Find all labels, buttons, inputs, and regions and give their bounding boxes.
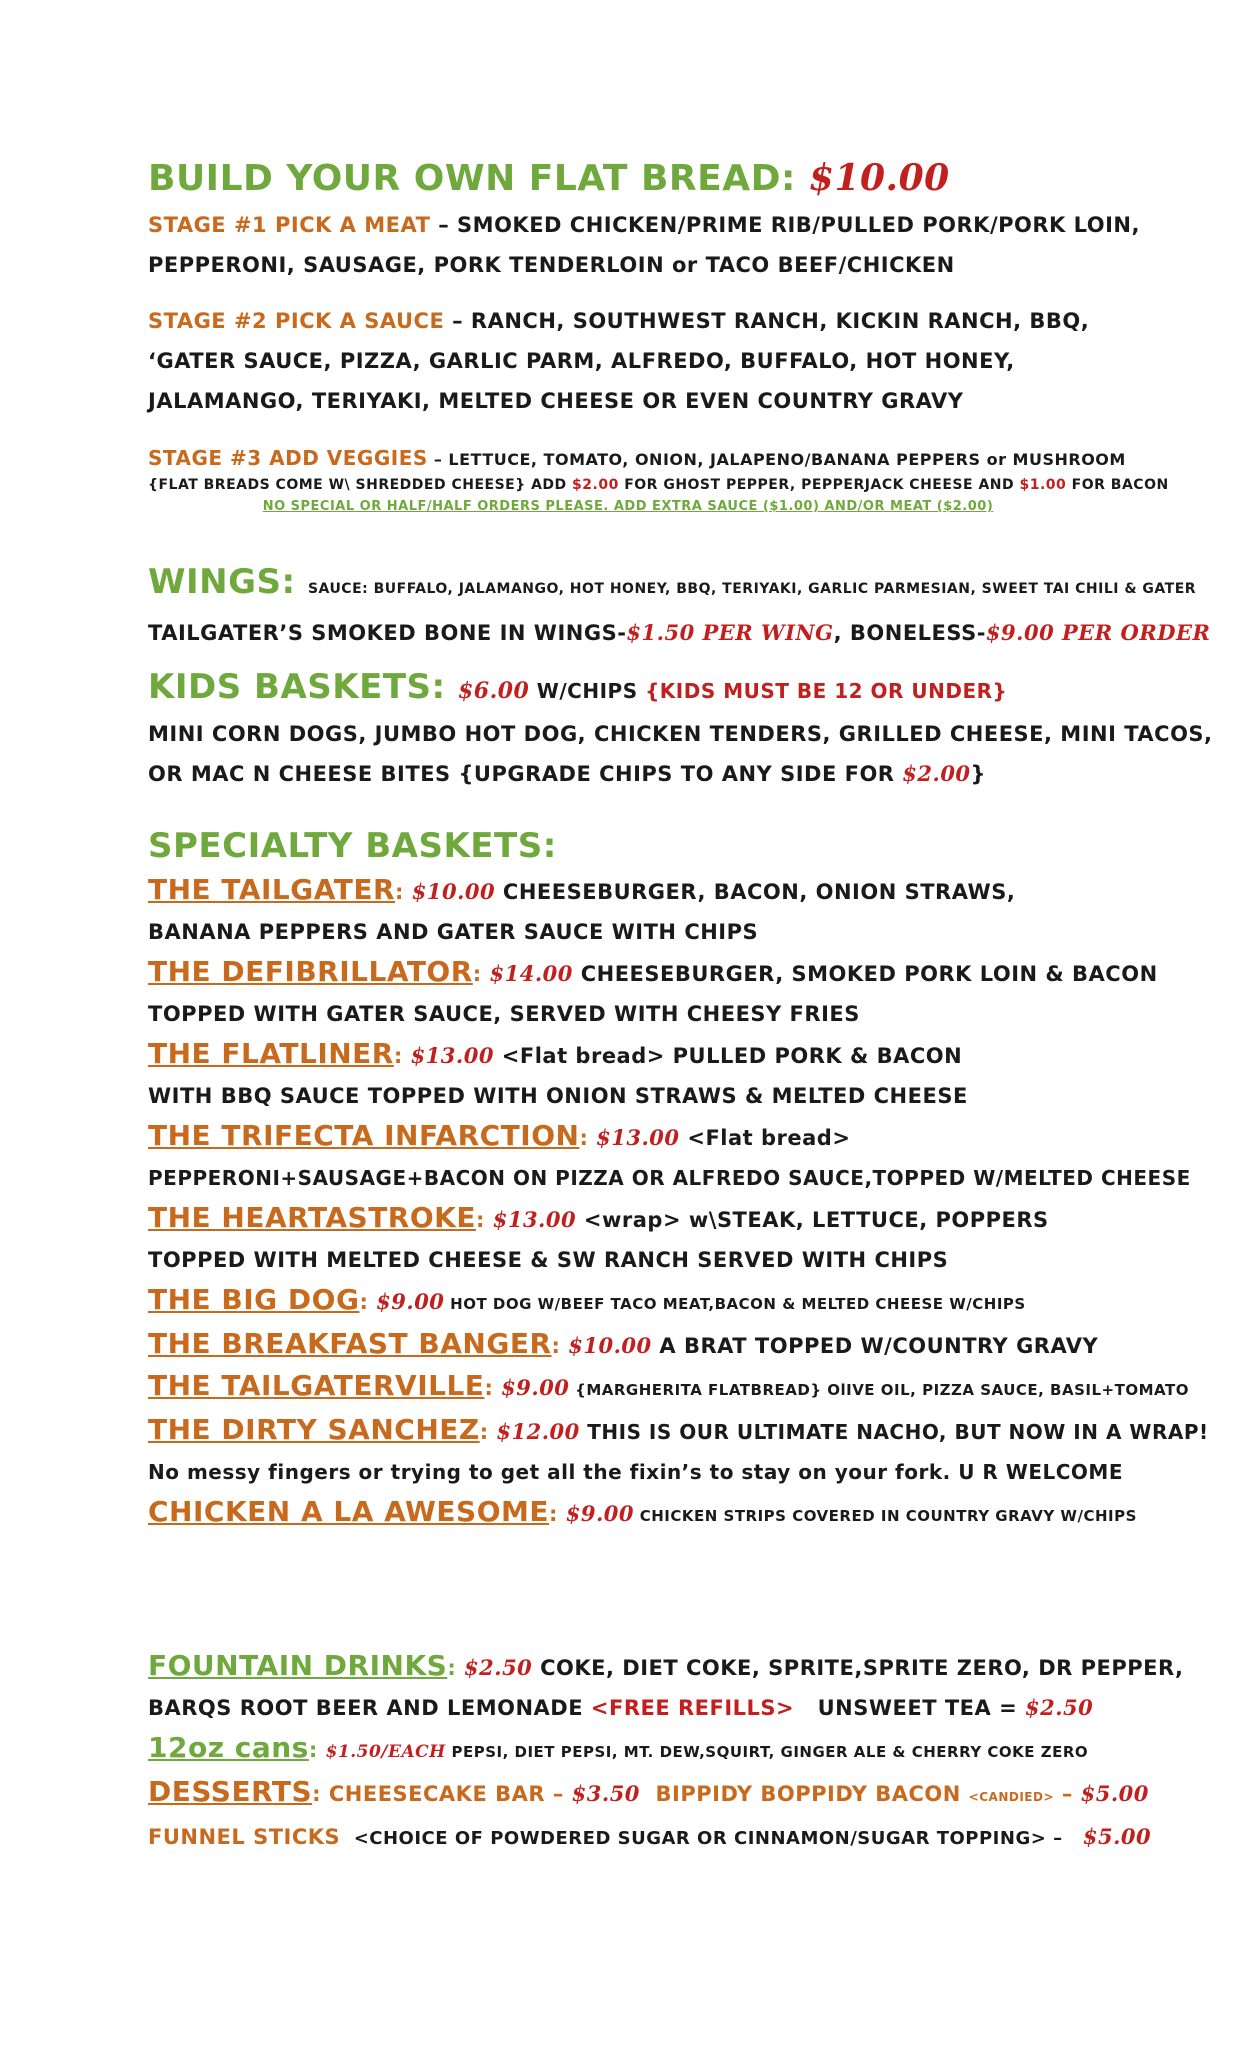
- tailgaterville-name: THE TAILGATERVILLE: [148, 1369, 485, 1402]
- cheesecake-price: $3.50: [571, 1781, 640, 1806]
- kids-section: [148, 664, 1213, 794]
- tea-price: $2.50: [1024, 1695, 1094, 1720]
- dirty-price: $12.00: [496, 1419, 580, 1444]
- funnel-desc: <CHOICE OF POWDERED SUGAR OR CINNAMON/SUGAR TOPPING> –: [340, 1828, 1083, 1849]
- drinks-section: [148, 1646, 1184, 1859]
- kids-title: KIDS BASKETS:: [148, 667, 446, 707]
- desserts-line: DESSERTS: CHEESECAKE BAR – $3.50 BIPPIDY BOPPIDY BACON <CANDIED> – $5.00: [148, 1775, 1149, 1808]
- wings-sauces: SAUCE: BUFFALO, JALAMANGO, HOT HONEY, BBQ, TERIYAKI, GARLIC PARMESIAN, SWEET TAI CHILI & GATER: [307, 581, 1197, 597]
- note-a: {FLAT BREADS COME W\ SHREDDED CHEESE} ADD: [148, 477, 573, 493]
- desserts-title: DESSERTS: [148, 1775, 313, 1808]
- defib-price: $14.00: [489, 961, 573, 986]
- defib-desc2: TOPPED WITH GATER SAUCE, SERVED WITH CHEESY FRIES: [148, 1002, 860, 1026]
- flatliner-name: THE FLATLINER: [148, 1037, 394, 1070]
- bacon-text: BIPPIDY BOPPIDY BACON: [639, 1782, 969, 1806]
- flatbread-heading: [148, 152, 1108, 205]
- heart-desc2: TOPPED WITH MELTED CHEESE & SW RANCH SERVED WITH CHIPS: [148, 1248, 949, 1272]
- wings-section: [148, 558, 1211, 653]
- tailgater-desc2: BANANA PEPPERS AND GATER SAUCE WITH CHIPS: [148, 920, 759, 944]
- item-bigdog: THE BIG DOG: $9.00 HOT DOG W/BEEF TACO MEAT,BACON & MELTED CHEESE W/CHIPS: [148, 1283, 1026, 1316]
- stage2-line3: JALAMANGO, TERIYAKI, MELTED CHEESE OR EVEN COUNTRY GRAVY: [148, 389, 964, 413]
- bacon-note: <CANDIED>: [968, 1790, 1055, 1804]
- flatbread-section: [148, 152, 1140, 421]
- flatliner-price: $13.00: [410, 1043, 494, 1068]
- bigdog-price: $9.00: [376, 1289, 445, 1314]
- stage3-label: STAGE #3 ADD VEGGIES: [148, 446, 428, 470]
- tailgaterville-price: $9.00: [501, 1375, 570, 1400]
- cans-text: PEPSI, DIET PEPSI, MT. DEW,SQUIRT, GINGER ALE & CHERRY COKE ZERO: [445, 1743, 1089, 1761]
- stage2-label: STAGE #2 PICK A SAUCE: [148, 309, 445, 333]
- trifecta-price: $13.00: [596, 1125, 680, 1150]
- kids-price: $6.00: [457, 678, 530, 704]
- defib-name: THE DEFIBRILLATOR: [148, 955, 473, 988]
- fountain-price: $2.50: [464, 1655, 533, 1680]
- item-heart: THE HEARTASTROKE: $13.00 <wrap> w\STEAK, LETTUCE, POPPERS: [148, 1201, 1049, 1234]
- stage2-text: – RANCH, SOUTHWEST RANCH, KICKIN RANCH, BBQ,: [444, 309, 1090, 333]
- stage3-line1: [148, 444, 1126, 474]
- tailgater-price: $10.00: [411, 879, 496, 904]
- fountain-line1: FOUNTAIN DRINKS: $2.50 COKE, DIET COKE, SPRITE,SPRITE ZERO, DR PEPPER,: [148, 1649, 1184, 1682]
- stage3-section: [148, 444, 1169, 518]
- fountain-refills: <FREE REFILLS>: [590, 1696, 795, 1720]
- trifecta-name: THE TRIFECTA INFARCTION: [148, 1119, 580, 1152]
- kids-note: {KIDS MUST BE 12 OR UNDER}: [645, 679, 1008, 703]
- chicken-price: $9.00: [565, 1501, 634, 1526]
- chicken-desc1: CHICKEN STRIPS COVERED IN COUNTRY GRAVY W/CHIPS: [634, 1507, 1137, 1525]
- item-flatliner: THE FLATLINER: $13.00 <Flat bread> PULLED PORK & BACON: [148, 1037, 963, 1070]
- item-trifecta: THE TRIFECTA INFARCTION: $13.00 <Flat bread>: [148, 1119, 851, 1152]
- bacon-dash: –: [1054, 1782, 1081, 1806]
- wings-price1: $1.50 PER WING: [626, 620, 834, 645]
- cans-title: 12oz cans: [148, 1731, 309, 1764]
- note-b: FOR GHOST PEPPER, PEPPERJACK CHEESE AND: [618, 477, 1020, 493]
- fountain-tea: UNSWEET TEA =: [794, 1696, 1025, 1720]
- tailgaterville-desc1: {MARGHERITA FLATBREAD} OlIVE OIL, PIZZA SAUCE, BASIL+TOMATO: [569, 1381, 1189, 1399]
- kids-line2-a: OR MAC N CHEESE BITES {UPGRADE CHIPS TO ANY SIDE FOR: [148, 762, 903, 786]
- flatbread-price: $10.00: [808, 157, 950, 199]
- kids-line2-price: $2.00: [902, 761, 971, 786]
- fountain-text2: BARQS ROOT BEER AND LEMONADE: [148, 1696, 591, 1720]
- flatbread-note-green: NO SPECIAL OR HALF/HALF ORDERS PLEASE. ADD EXTRA SAUCE ($1.00) AND/OR MEAT ($2.00): [262, 499, 994, 514]
- specialty-title: SPECIALTY BASKETS:: [148, 826, 557, 866]
- fountain-line2: [148, 1688, 1108, 1728]
- bigdog-desc1: HOT DOG W/BEEF TACO MEAT,BACON & MELTED CHEESE W/CHIPS: [444, 1295, 1026, 1313]
- item-breakfast: THE BREAKFAST BANGER: $10.00 A BRAT TOPPED W/COUNTRY GRAVY: [148, 1327, 1099, 1360]
- flatliner-desc1: <Flat bread> PULLED PORK & BACON: [493, 1044, 963, 1068]
- heart-name: THE HEARTASTROKE: [148, 1201, 476, 1234]
- stage2-line1: [148, 301, 1108, 341]
- trifecta-desc1: <Flat bread>: [679, 1126, 851, 1150]
- specialty-section: [148, 822, 1209, 1536]
- funnel-title: FUNNEL STICKS: [148, 1825, 341, 1849]
- funnel-price: $5.00: [1082, 1824, 1152, 1849]
- wings-heading: [148, 558, 1197, 613]
- dirty-name: THE DIRTY SANCHEZ: [148, 1413, 480, 1446]
- flatliner-desc2: WITH BBQ SAUCE TOPPED WITH ONION STRAWS & MELTED CHEESE: [148, 1084, 968, 1108]
- breakfast-desc1: A BRAT TOPPED W/COUNTRY GRAVY: [651, 1334, 1099, 1358]
- heart-desc1: <wrap> w\STEAK, LETTUCE, POPPERS: [576, 1208, 1049, 1232]
- kids-line2-b: }: [970, 762, 986, 786]
- heart-price: $13.00: [492, 1207, 577, 1232]
- flatbread-title: BUILD YOUR OWN FLAT BREAD:: [148, 158, 796, 199]
- wings-line: [148, 613, 1211, 653]
- breakfast-price: $10.00: [568, 1333, 652, 1358]
- dirty-desc2: No messy fingers or trying to get all the fixin’s to stay on your fork. U R WELCOME: [148, 1460, 1123, 1484]
- cans-line: 12oz cans: $1.50/EACH PEPSI, DIET PEPSI, MT. DEW,SQUIRT, GINGER ALE & CHERRY COKE ZERO: [148, 1731, 1089, 1764]
- funnel-line: [148, 1817, 1152, 1859]
- fountain-text1: COKE, DIET COKE, SPRITE,SPRITE ZERO, DR PEPPER,: [532, 1656, 1184, 1680]
- flatbread-note: [148, 474, 1169, 496]
- bacon-price: $5.00: [1080, 1781, 1149, 1806]
- tailgater-desc1: CHEESEBURGER, BACON, ONION STRAWS,: [495, 880, 1016, 904]
- item-defib: THE DEFIBRILLATOR: $14.00 CHEESEBURGER, SMOKED PORK LOIN & BACON: [148, 955, 1158, 988]
- stage2-line2: ‘GATER SAUCE, PIZZA, GARLIC PARM, ALFREDO, BUFFALO, HOT HONEY,: [148, 349, 1015, 373]
- stage1-text: – SMOKED CHICKEN/PRIME RIB/PULLED PORK/PORK LOIN,: [430, 213, 1140, 237]
- item-chicken: CHICKEN A LA AWESOME: $9.00 CHICKEN STRIPS COVERED IN COUNTRY GRAVY W/CHIPS: [148, 1495, 1137, 1528]
- item-tailgater: THE TAILGATER: $10.00 CHEESEBURGER, BACON, ONION STRAWS,: [148, 873, 1016, 906]
- stage1-line2: PEPPERONI, SAUSAGE, PORK TENDERLOIN or TACO BEEF/CHICKEN: [148, 253, 955, 277]
- note-price2: $1.00: [1019, 477, 1067, 493]
- wings-price2: $9.00 PER ORDER: [985, 620, 1211, 645]
- cheesecake-text: CHEESECAKE BAR –: [321, 1782, 572, 1806]
- breakfast-name: THE BREAKFAST BANGER: [148, 1327, 552, 1360]
- bigdog-name: THE BIG DOG: [148, 1283, 360, 1316]
- stage3-text: – LETTUCE, TOMATO, ONION, JALAPENO/BANANA PEPPERS or MUSHROOM: [427, 450, 1126, 469]
- stage1-line1: [148, 205, 1140, 245]
- fountain-title: FOUNTAIN DRINKS: [148, 1649, 448, 1682]
- defib-desc1: CHEESEBURGER, SMOKED PORK LOIN & BACON: [572, 962, 1158, 986]
- chicken-name: CHICKEN A LA AWESOME: [148, 1495, 550, 1528]
- wings-line-a: TAILGATER’S SMOKED BONE IN WINGS-: [148, 621, 627, 645]
- dirty-desc1: THIS IS OUR ULTIMATE NACHO, BUT NOW IN A WRAP!: [579, 1420, 1209, 1444]
- kids-heading: [148, 664, 1108, 714]
- note-c: FOR BACON: [1066, 477, 1169, 493]
- item-tailgaterville: THE TAILGATERVILLE: $9.00 {MARGHERITA FLATBREAD} OlIVE OIL, PIZZA SAUCE, BASIL+TOMATO: [148, 1369, 1189, 1402]
- note-price1: $2.00: [572, 477, 619, 493]
- trifecta-desc2: PEPPERONI+SAUSAGE+BACON ON PIZZA OR ALFREDO SAUCE,TOPPED W/MELTED CHEESE: [148, 1166, 1191, 1190]
- wings-title: WINGS:: [148, 562, 296, 602]
- kids-line1: MINI CORN DOGS, JUMBO HOT DOG, CHICKEN TENDERS, GRILLED CHEESE, MINI TACOS,: [148, 722, 1213, 746]
- cans-price: $1.50/EACH: [325, 1742, 446, 1762]
- tailgater-name: THE TAILGATER: [148, 873, 396, 906]
- item-dirty: THE DIRTY SANCHEZ: $12.00 THIS IS OUR ULTIMATE NACHO, BUT NOW IN A WRAP!: [148, 1413, 1209, 1446]
- kids-line2: [148, 754, 1108, 794]
- stage1-label: STAGE #1 PICK A MEAT: [148, 213, 431, 237]
- wings-line-b: , BONELESS-: [833, 621, 986, 645]
- kids-with: W/CHIPS: [529, 679, 646, 703]
